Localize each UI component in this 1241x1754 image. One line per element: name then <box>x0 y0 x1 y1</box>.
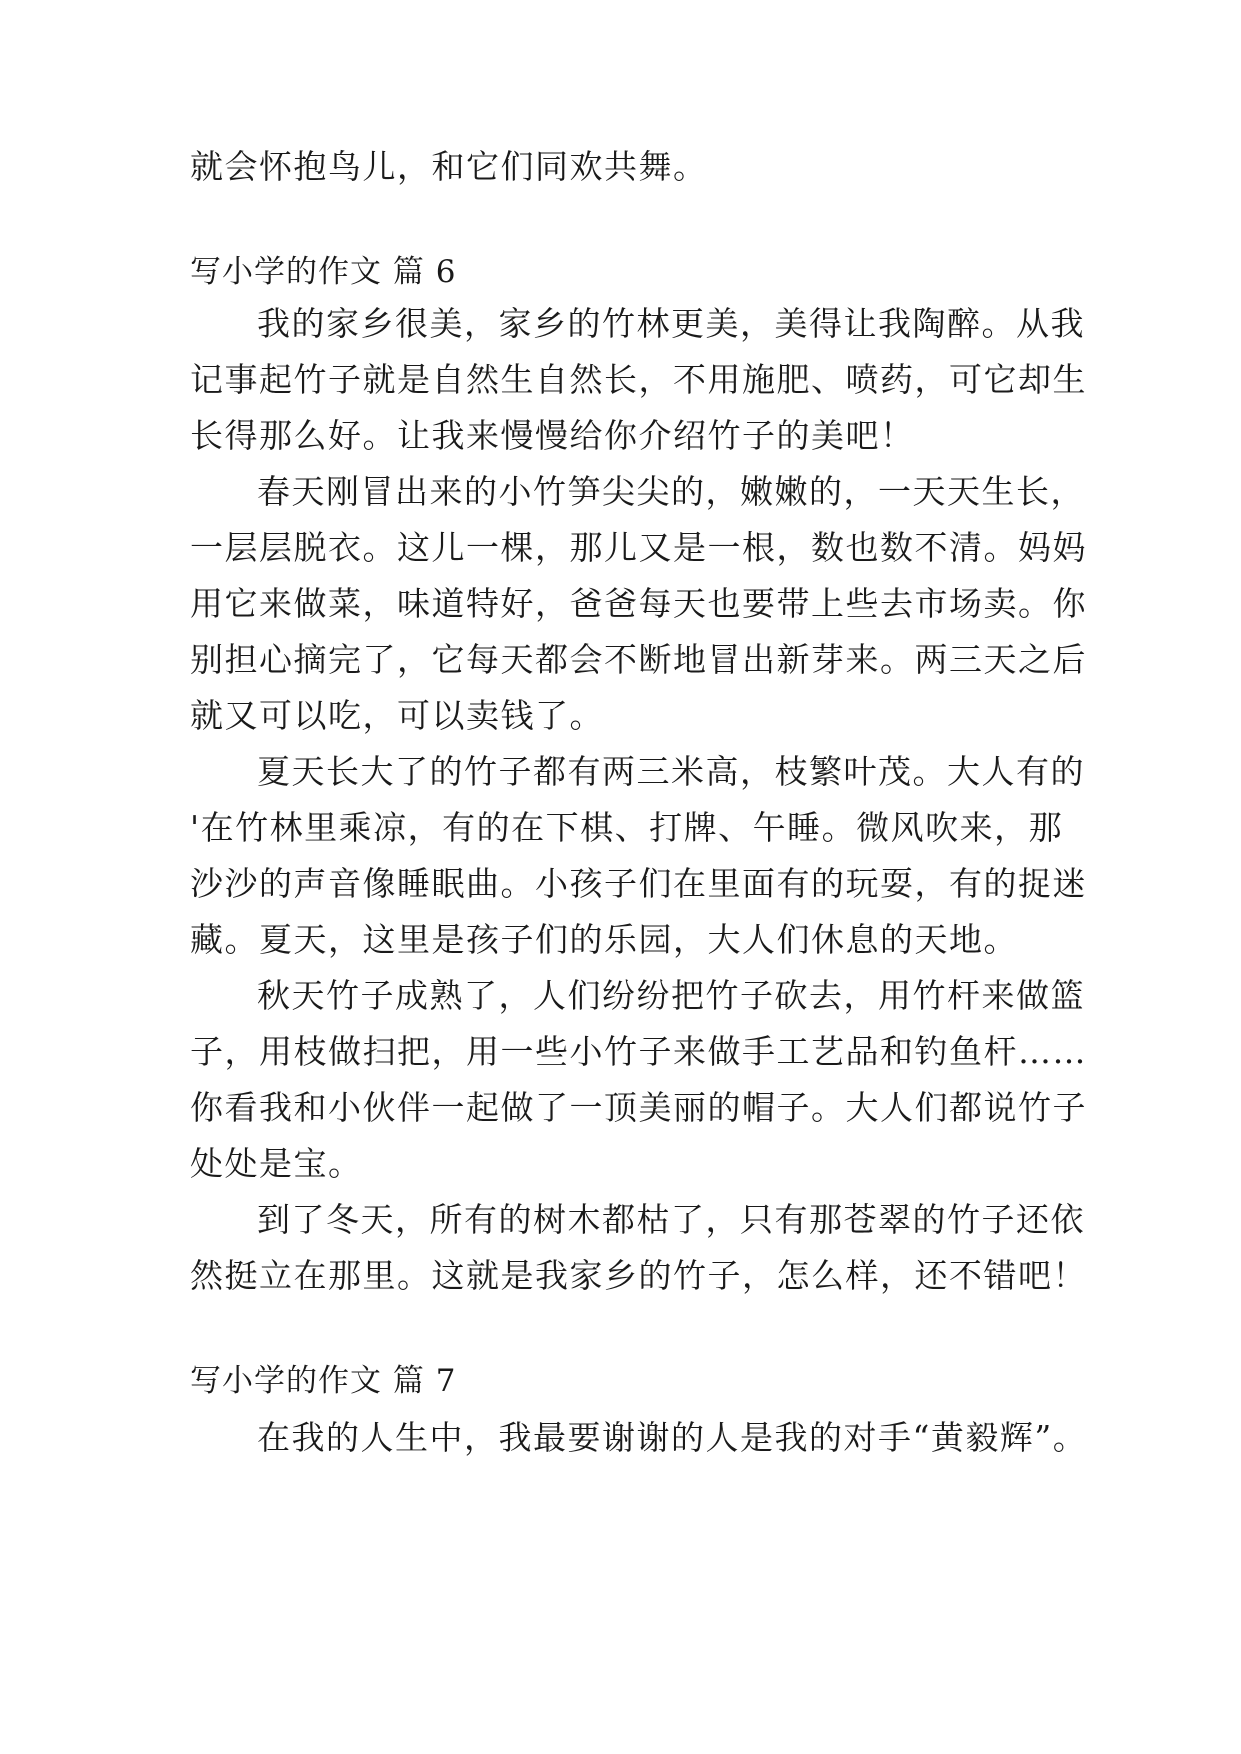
text-line: 就又可以吃，可以卖钱了。 <box>190 696 604 735</box>
text-line: 记事起竹子就是自然生自然长，不用施肥、喷药，可它却生 <box>190 360 1087 399</box>
text-line: 子，用枝做扫把，用一些小竹子来做手工艺品和钓鱼杆…… <box>190 1032 1087 1071</box>
text-line: 长得那么好。让我来慢慢给你介绍竹子的美吧！ <box>190 416 915 455</box>
text-line: 就会怀抱鸟儿，和它们同欢共舞。 <box>190 147 708 186</box>
text-line: 一层层脱衣。这儿一棵，那儿又是一根，数也数不清。妈妈 <box>190 528 1087 567</box>
text-line: 用它来做菜，味道特好，爸爸每天也要带上些去市场卖。你 <box>190 584 1087 623</box>
text-line: 藏。夏天，这里是孩子们的乐园，大人们休息的天地。 <box>190 920 1018 959</box>
text-line: 然挺立在那里。这就是我家乡的竹子，怎么样，还不错吧！ <box>190 1256 1087 1295</box>
text-line: 处处是宝。 <box>190 1144 363 1183</box>
paragraph-first-line: 到了冬天，所有的树木都枯了，只有那苍翠的竹子还依 <box>257 1200 1085 1239</box>
text-line: '在竹林里乘凉，有的在下棋、打牌、午睡。微风吹来，那 <box>190 808 1064 847</box>
paragraph-first-line: 在我的人生中，我最要谢谢的人是我的对手“黄毅辉”。 <box>257 1418 1088 1457</box>
paragraph-first-line: 春天刚冒出来的小竹笋尖尖的，嫩嫩的，一天天生长， <box>257 472 1085 511</box>
text-line: 你看我和小伙伴一起做了一顶美丽的帽子。大人们都说竹子 <box>190 1088 1087 1127</box>
section-heading: 写小学的作文 篇 7 <box>190 1363 457 1399</box>
text-line: 沙沙的声音像睡眠曲。小孩子们在里面有的玩耍，有的捉迷 <box>190 864 1087 903</box>
paragraph-first-line: 秋天竹子成熟了，人们纷纷把竹子砍去，用竹杆来做篮 <box>257 976 1085 1015</box>
paragraph-first-line: 夏天长大了的竹子都有两三米高，枝繁叶茂。大人有的 <box>257 752 1085 791</box>
paragraph-first-line: 我的家乡很美，家乡的竹林更美，美得让我陶醉。从我 <box>257 304 1085 343</box>
text-line: 别担心摘完了，它每天都会不断地冒出新芽来。两三天之后 <box>190 640 1087 679</box>
section-heading: 写小学的作文 篇 6 <box>190 254 457 290</box>
